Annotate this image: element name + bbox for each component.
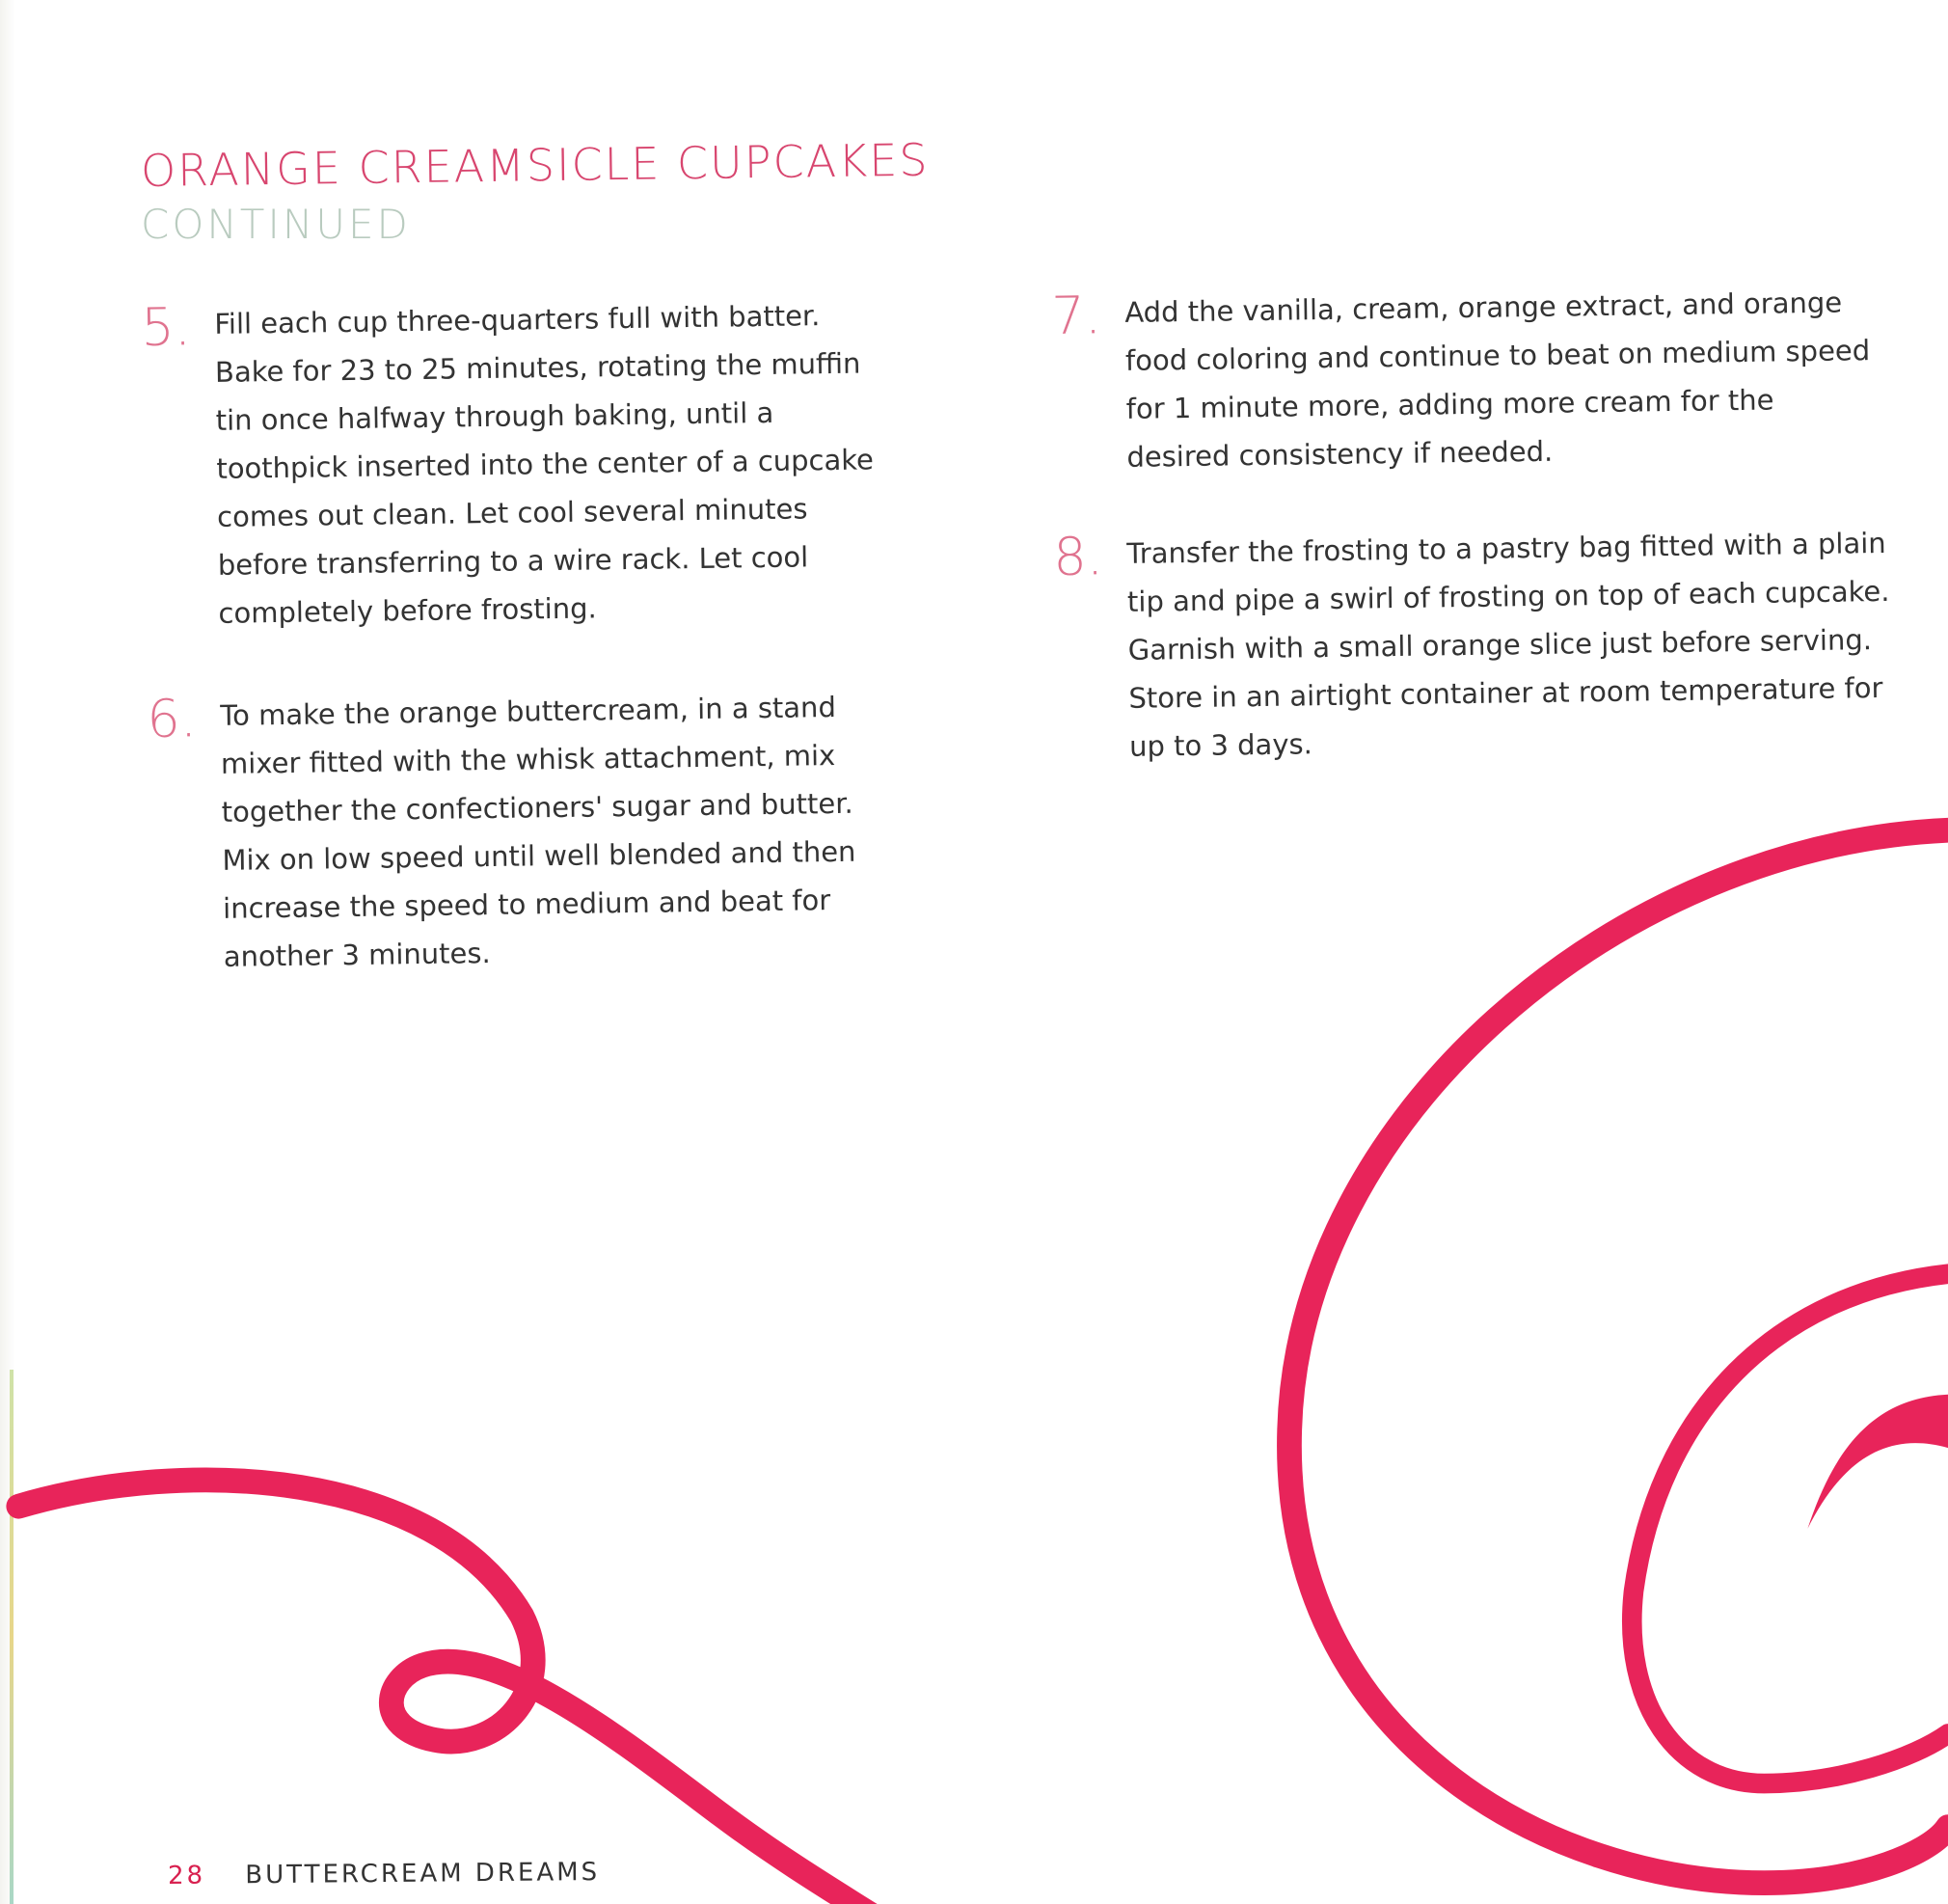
recipe-title: ORANGE CREAMSICLE CUPCAKES <box>140 133 930 197</box>
ribbon-swirl-outer <box>1289 830 1948 1883</box>
step-5 <box>141 290 879 639</box>
ribbon-swirl-inner <box>1632 1274 1948 1783</box>
step-number: 8. <box>1052 526 1104 587</box>
ribbon-left <box>18 1480 869 1904</box>
step-number: 5. <box>140 296 192 358</box>
step-text: Transfer the frosting to a pastry bag fitted with a plain tip and pipe a swirl of frosting on top of each cupcake. Garnish with a small orange slice just before serving. Store in an airtight container at room temperature for up to 3 days. <box>1126 526 1890 763</box>
step-number: 6. <box>146 688 198 749</box>
page-footer <box>168 1858 600 1890</box>
ribbon-hook <box>1807 1395 1948 1529</box>
step-6 <box>147 683 864 982</box>
step-7 <box>1051 278 1874 482</box>
step-text: Add the vanilla, cream, orange extract, and orange food coloring and continue to beat on medium speed for 1 minute more, adding more cream for the desired consistency if needed. <box>1124 286 1871 474</box>
running-title: BUTTERCREAM DREAMS <box>245 1858 601 1890</box>
step-text: To make the orange buttercream, in a stand mixer fitted with the whisk attachment, mix together the confectioners' sugar and butter. Mix on low speed until well blended and then increase the speed to medium and beat for another 3 minutes. <box>220 691 856 973</box>
recipe-subtitle: CONTINUED <box>141 201 411 248</box>
page-number: 28 <box>167 1861 206 1890</box>
step-8 <box>1053 519 1905 772</box>
step-text: Fill each cup three-quarters full with batter. Bake for 23 to 25 minutes, rotating the muffin tin once halfway through baking, until a toothpick inserted into the center of a cupcake comes out clean. Let cool several minutes before transferring to a wire rack. Let cool completely before frosting. <box>214 299 875 630</box>
step-number: 7. <box>1050 285 1102 346</box>
